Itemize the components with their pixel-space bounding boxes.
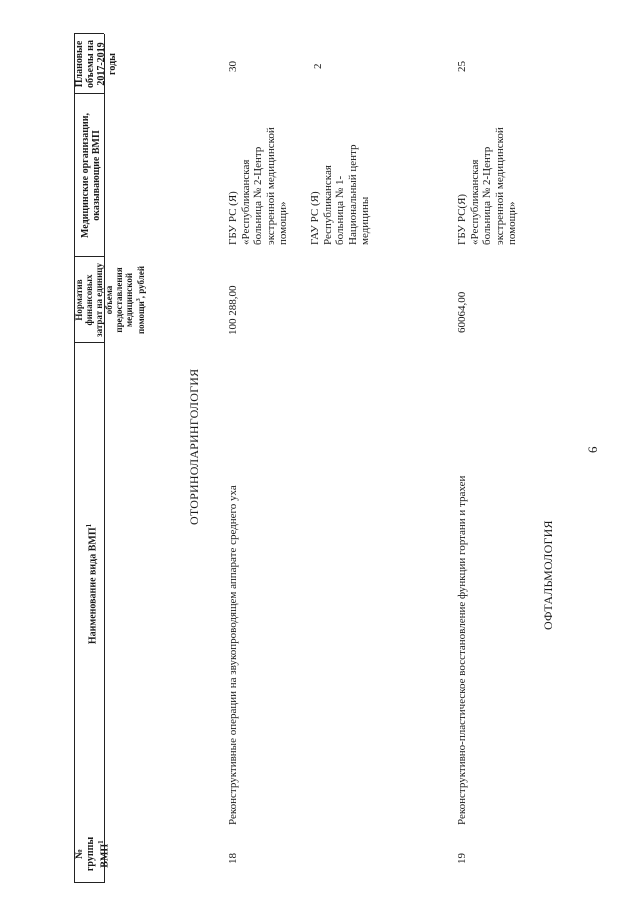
row-norm-value: 100 288,00 (227, 285, 239, 335)
section-title: ОТОРИНОЛАРИНГОЛОГИЯ (187, 368, 201, 525)
header-orgs: Медицинские организации, оказывающие ВМП (80, 112, 102, 239)
row-vmp-name: Реконструктивно-пластическое восстановление функции гортани и трахеи (456, 475, 468, 825)
page-number: 6 (585, 446, 600, 453)
row-norm-value: 60064,00 (456, 291, 468, 333)
row-volume-value: 25 (456, 61, 468, 72)
row-org: ГАУ РС (Я) Республиканская больница № 1- Национальный центр медицины (309, 144, 371, 245)
row-group-number: 18 (227, 853, 239, 864)
row-volume-value: 2 (312, 63, 324, 69)
row-group-number: 19 (456, 853, 468, 864)
header-group-no: № группы ВМП$^1$ (74, 836, 111, 872)
row-org: ГБУ РС(Я) «Республиканская больница № 2-Центр экстренной медицинской помощи» (456, 127, 518, 245)
section-title: ОФТАЛЬМОЛОГИЯ (541, 520, 555, 630)
header-vmp-name: Наименование вида ВМП$^1$ (85, 523, 99, 645)
row-vmp-name: Реконструктивные операции на звукопроводящем аппарате среднего уха (227, 485, 239, 825)
row-volume-value: 30 (227, 61, 239, 72)
header-norm: Норматив финансовых затрат на единицу объема предоставления медицинской помощи$^3$, рублей (74, 263, 146, 337)
header-bottom-border (104, 34, 105, 883)
table-top-border (74, 34, 75, 883)
header-volume: Плановые объемы на 2017-2019 годы (74, 40, 118, 88)
row-org: ГБУ РС (Я) «Республиканская больница № 2-Центр экстренной медицинской помощи» (227, 127, 289, 245)
